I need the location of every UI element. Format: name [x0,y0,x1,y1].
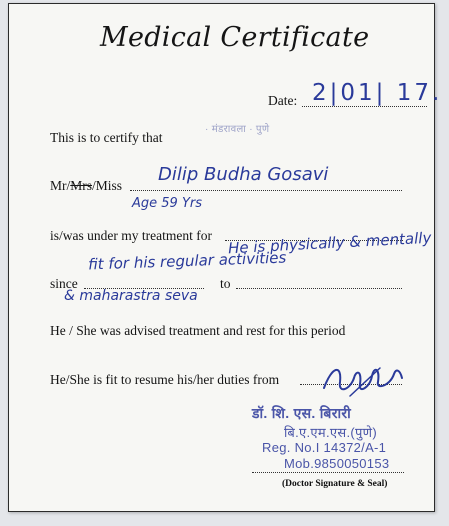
since-label: since [50,276,78,291]
to-label: to [220,276,231,291]
treatment-handwriting-1: He is physically & mentally [227,228,432,258]
faint-stamp-text: · मंडरावला · पुणे [205,124,270,135]
date-value: 2|01| 17. [312,80,443,106]
signature-caption: (Doctor Signature & Seal) [282,479,388,489]
doctor-stamp-mob: Mob.9850050153 [284,456,390,471]
fit-text: He/She is fit to resume his/her duties from [50,372,280,387]
certificate-title: Medical Certificate [100,22,370,53]
patient-name: Dilip Budha Gosavi [158,164,329,185]
advised-text: He / She was advised treatment and rest for this period [50,323,346,338]
patient-age: Age 59 Yrs [132,196,203,211]
treatment-handwriting-2: fit for his regular activities [87,248,287,274]
signature-line [252,472,404,473]
date-line [302,106,427,107]
doctor-stamp-name: डॉ. शि. एस. बिरारी [252,405,352,421]
salutation-struck: Mrs [70,178,93,193]
salutation-label [50,178,122,194]
name-line [130,190,402,191]
treatment-label: is/was under my treatment for [50,228,212,243]
to-line [236,288,402,289]
salutation-prefix: Mr/ [50,178,71,193]
certify-text: This is to certify that [50,130,163,145]
salutation-suffix: /Miss [92,178,123,193]
doctor-stamp-degree: बि.ए.एम.एस.(पुणे) [284,425,378,440]
treatment-handwriting-3: & maharastra seva [64,288,198,304]
date-label: Date: [268,93,298,108]
doctor-signature [320,360,415,407]
doctor-stamp-reg: Reg. No.I 14372/A-1 [262,440,387,455]
